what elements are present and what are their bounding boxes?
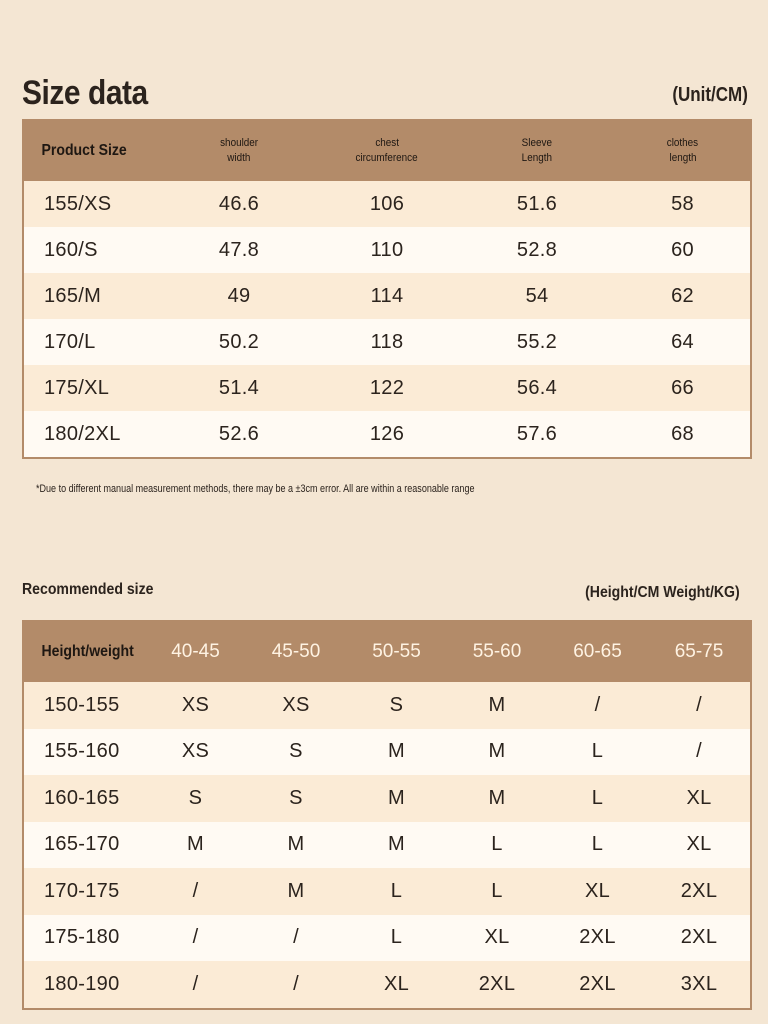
table-cell: 114	[370, 284, 404, 307]
row-label-cell: 160-165	[44, 786, 120, 809]
table-cell: S	[188, 786, 203, 809]
table-cell: XL	[686, 833, 712, 856]
table-cell: /	[696, 740, 702, 763]
table-cell: /	[293, 926, 299, 949]
table-cell: L	[390, 879, 403, 902]
page-title: Size data	[22, 74, 148, 112]
table-cell: XL	[484, 926, 510, 949]
table-cell: L	[491, 879, 503, 902]
size-row	[23, 227, 751, 273]
recommended-row	[23, 868, 751, 915]
table-cell: 2XL	[680, 926, 718, 949]
recommended-row	[23, 822, 751, 869]
table-cell: XS	[181, 740, 210, 763]
table-cell: 50.2	[218, 330, 260, 353]
table-cell: M	[388, 833, 405, 856]
table-cell: XS	[282, 693, 310, 716]
table-cell: 64	[671, 330, 694, 353]
table-cell: S	[289, 740, 303, 763]
recommended-row	[23, 961, 751, 1009]
measurement-note: *Due to different manual measurement methods, there may be a ±3cm error. All are within a reasonable range	[36, 483, 475, 495]
recommended-row	[23, 729, 751, 776]
table-cell: 47.8	[218, 238, 260, 261]
table-cell: M	[287, 833, 305, 856]
table-cell: 2XL	[478, 972, 516, 995]
table-cell: M	[187, 833, 204, 856]
table-cell: 110	[370, 238, 404, 261]
table-cell: M	[287, 879, 305, 902]
table-cell: 66	[671, 376, 694, 399]
table-cell: L	[390, 926, 403, 949]
table-cell: /	[696, 693, 702, 716]
table-cell: 56.4	[516, 376, 558, 399]
table-cell: 52.8	[516, 238, 558, 261]
header-height-weight: Height/weight	[41, 643, 134, 660]
table-cell: M	[488, 740, 506, 763]
table-cell: 2XL	[579, 926, 616, 949]
table-cell: 60	[671, 238, 694, 261]
table-cell: 46.6	[218, 192, 260, 215]
header-weight-range: 50-55	[372, 641, 421, 662]
size-data-table	[22, 119, 752, 459]
table-cell: M	[388, 740, 405, 763]
table-cell: L	[591, 740, 604, 763]
header-chest-circumference: chest circumference	[355, 137, 419, 164]
table-cell: 2XL	[579, 972, 616, 995]
header-weight-range: 60-65	[573, 641, 622, 662]
recommended-row	[23, 915, 751, 962]
row-label-cell: 155-160	[44, 740, 120, 763]
header-clothes-length: clothes length	[666, 137, 699, 164]
header-sleeve-length: Sleeve Length	[521, 137, 553, 164]
table-cell: 55.2	[516, 330, 558, 353]
row-label-cell: 170/L	[44, 330, 96, 353]
row-label-cell: 165/M	[44, 284, 102, 307]
table-cell: /	[192, 926, 199, 949]
table-cell: M	[388, 786, 405, 809]
recommended-title: Recommended size	[22, 581, 154, 598]
table-cell: 52.6	[218, 422, 260, 445]
table-cell: 49	[227, 284, 251, 307]
size-row	[23, 181, 751, 227]
table-cell: 2XL	[680, 879, 718, 902]
table-cell: /	[192, 879, 199, 902]
table-cell: L	[591, 833, 604, 856]
row-label-cell: 155/XS	[44, 192, 112, 215]
unit-label: (Unit/CM)	[672, 84, 748, 106]
table-cell: XS	[181, 693, 210, 716]
recommended-size-table	[22, 620, 752, 1010]
row-label-cell: 160/S	[44, 238, 98, 261]
size-row	[23, 319, 751, 365]
row-label-cell: 180-190	[44, 972, 120, 995]
table-cell: /	[594, 693, 601, 716]
table-cell: M	[488, 693, 506, 716]
recommended-unit-label: (Height/CM Weight/KG)	[585, 584, 740, 601]
recommended-row	[23, 682, 751, 729]
table-cell: 106	[369, 192, 405, 215]
table-cell: 51.4	[218, 376, 260, 399]
row-label-cell: 165-170	[44, 833, 120, 856]
table-cell: 118	[370, 330, 404, 353]
table-cell: 54	[525, 284, 549, 307]
table-cell: 51.6	[516, 192, 558, 215]
table-cell: /	[192, 972, 199, 995]
table-cell: L	[591, 786, 604, 809]
row-label-cell: 175-180	[44, 926, 120, 949]
table-cell: 62	[671, 284, 694, 307]
size-row	[23, 365, 751, 411]
row-label-cell: 170-175	[44, 879, 120, 902]
table-cell: L	[491, 833, 503, 856]
table-cell: 126	[369, 422, 405, 445]
table-cell: S	[389, 693, 404, 716]
header-weight-range: 45-50	[271, 641, 321, 662]
table-cell: 3XL	[680, 972, 718, 995]
table-cell: S	[289, 786, 303, 809]
row-label-cell: 150-155	[44, 693, 120, 716]
table-cell: 122	[369, 376, 405, 399]
table-cell: 68	[671, 422, 694, 445]
header-weight-range: 55-60	[472, 641, 522, 662]
size-row	[23, 273, 751, 319]
table-cell: 57.6	[516, 422, 558, 445]
size-row	[23, 411, 751, 458]
row-label-cell: 175/XL	[44, 376, 110, 399]
table-cell: M	[488, 786, 506, 809]
header-product-size: Product Size	[41, 142, 127, 159]
table-cell: XL	[383, 972, 410, 995]
header-shoulder-width: shoulder width	[220, 137, 258, 164]
header-weight-range: 40-45	[171, 641, 220, 662]
row-label-cell: 180/2XL	[44, 422, 121, 445]
header-weight-range: 65-75	[674, 641, 724, 662]
size-table-header	[23, 120, 751, 181]
table-cell: /	[293, 972, 299, 995]
table-cell: XL	[686, 786, 712, 809]
recommended-table-header	[23, 621, 751, 682]
table-cell: XL	[584, 879, 611, 902]
table-cell: 58	[671, 192, 694, 215]
recommended-row	[23, 775, 751, 822]
